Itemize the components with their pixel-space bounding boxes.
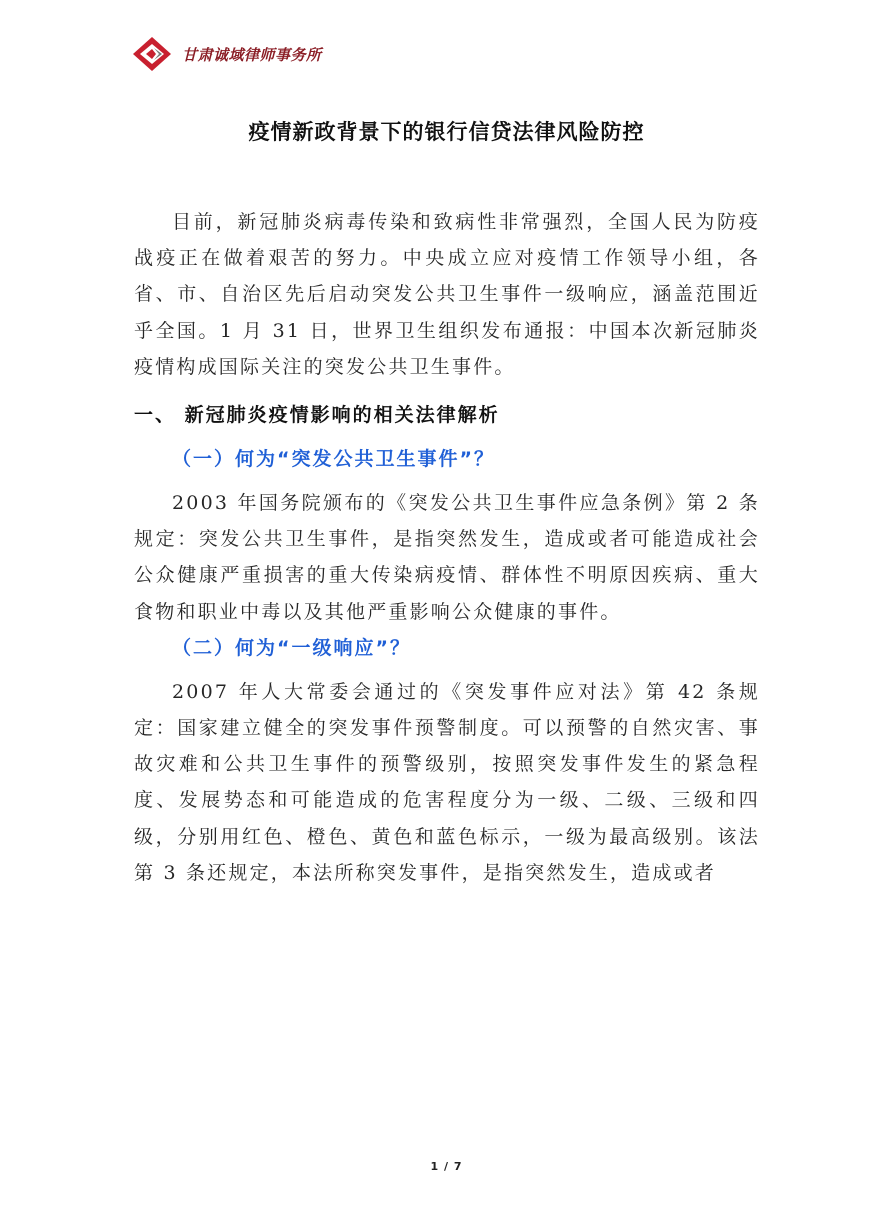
subsection-heading: （一）何为“突发公共卫生事件”？ (172, 448, 495, 471)
document-body (134, 204, 760, 891)
intro-paragraph: 目前，新冠肺炎病毒传染和致病性非常强烈，全国人民为防疫战疫正在做着艰苦的努力。中央成立应对疫情工作领导小组，各省、市、自治区先后启动突发公共卫生事件一级响应，涵盖范围近乎全国。1 月 31 日，世界卫生组织发布通报：中国本次新冠肺炎疫情构成国际关注的突发公共卫生事件。 (134, 211, 760, 378)
subsection-paragraph: 2007 年人大常委会通过的《突发事件应对法》第 42 条规定：国家建立健全的突发事件预警制度。可以预警的自然灾害、事故灾难和公共卫生事件的预警级别，按照突发事件发生的紧急程度、发展势态和可能造成的危害程度分为一级、二级、三级和四级，分别用红色、橙色、黄色和蓝色标示，一级为最高级别。该法第 3 条还规定，本法所称突发事件，是指突然发生，造成或者 (134, 680, 760, 884)
letterhead (132, 36, 322, 72)
law-firm-logo-icon (132, 36, 172, 72)
subsection-heading: （二）何为“一级响应”？ (172, 636, 411, 659)
section-heading: 一、 新冠肺炎疫情影响的相关法律解析 (134, 404, 500, 427)
subsection-paragraph: 2003 年国务院颁布的《突发公共卫生事件应急条例》第 2 条规定：突发公共卫生事件，是指突然发生，造成或者可能造成社会公众健康严重损害的重大传染病疫情、群体性不明原因疾病、重大食物和职业中毒以及其他严重影响公众健康的事件。 (134, 492, 760, 623)
document-title: 疫情新政背景下的银行信贷法律风险防控 (248, 120, 645, 144)
firm-name: 甘肃诚域律师事务所 (182, 45, 322, 64)
page-number: 1 / 7 (430, 1160, 463, 1173)
